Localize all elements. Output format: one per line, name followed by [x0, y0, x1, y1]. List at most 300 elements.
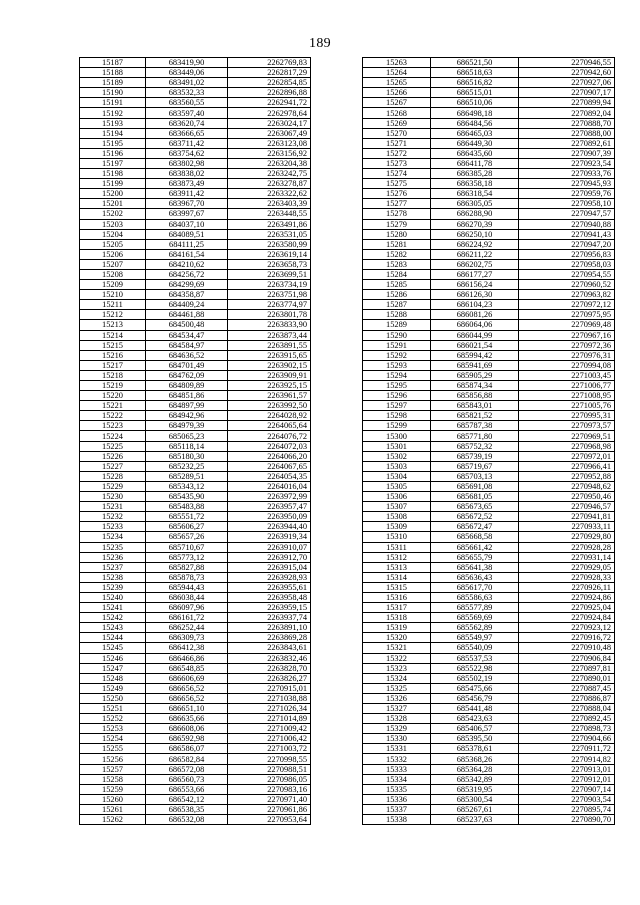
- point-number-cell: 15227: [80, 461, 146, 471]
- x-coordinate-cell: 685562,89: [431, 623, 519, 633]
- x-coordinate-cell: 686081,26: [431, 310, 519, 320]
- point-number-cell: 15210: [80, 290, 146, 300]
- x-coordinate-cell: 685118,14: [146, 441, 228, 451]
- table-row: [363, 532, 615, 542]
- table-row: [363, 764, 615, 774]
- table-row: [80, 179, 311, 189]
- table-row: [363, 582, 615, 592]
- x-coordinate-cell: 683620,74: [146, 118, 228, 128]
- x-coordinate-cell: 686252,44: [146, 623, 228, 633]
- table-row: [363, 724, 615, 734]
- x-coordinate-cell: 685406,57: [431, 724, 519, 734]
- point-number-cell: 15301: [363, 441, 431, 451]
- point-number-cell: 15307: [363, 502, 431, 512]
- y-coordinate-cell: 2270942,60: [519, 68, 615, 78]
- x-coordinate-cell: 685569,69: [431, 613, 519, 623]
- point-number-cell: 15272: [363, 148, 431, 158]
- point-number-cell: 15207: [80, 259, 146, 269]
- x-coordinate-cell: 684636,52: [146, 350, 228, 360]
- y-coordinate-cell: 2270910,48: [519, 643, 615, 653]
- table-row: [80, 350, 311, 360]
- y-coordinate-cell: 2263278,87: [228, 179, 311, 189]
- table-body-left: [80, 58, 311, 825]
- x-coordinate-cell: 685537,53: [431, 653, 519, 663]
- table-row: [363, 421, 615, 431]
- point-number-cell: 15335: [363, 784, 431, 794]
- y-coordinate-cell: 2263828,70: [228, 663, 311, 673]
- point-number-cell: 15258: [80, 774, 146, 784]
- table-row: [363, 158, 615, 168]
- table-row: [80, 138, 311, 148]
- table-row: [363, 370, 615, 380]
- x-coordinate-cell: 686449,30: [431, 138, 519, 148]
- y-coordinate-cell: 2270907,14: [519, 784, 615, 794]
- point-number-cell: 15262: [80, 815, 146, 825]
- x-coordinate-cell: 686498,18: [431, 108, 519, 118]
- y-coordinate-cell: 2263925,15: [228, 381, 311, 391]
- point-number-cell: 15275: [363, 179, 431, 189]
- table-row: [80, 603, 311, 613]
- point-number-cell: 15208: [80, 269, 146, 279]
- y-coordinate-cell: 2263832,46: [228, 653, 311, 663]
- y-coordinate-cell: 2263242,75: [228, 169, 311, 179]
- point-number-cell: 15211: [80, 300, 146, 310]
- point-number-cell: 15216: [80, 350, 146, 360]
- x-coordinate-cell: 684979,39: [146, 421, 228, 431]
- point-number-cell: 15209: [80, 280, 146, 290]
- y-coordinate-cell: 2270954,55: [519, 269, 615, 279]
- point-number-cell: 15320: [363, 633, 431, 643]
- point-number-cell: 15198: [80, 169, 146, 179]
- x-coordinate-cell: 684256,72: [146, 269, 228, 279]
- y-coordinate-cell: 2270892,45: [519, 714, 615, 724]
- y-coordinate-cell: 2270888,00: [519, 128, 615, 138]
- table-row: [363, 673, 615, 683]
- x-coordinate-cell: 683560,55: [146, 98, 228, 108]
- table-row: [80, 451, 311, 461]
- table-row: [363, 653, 615, 663]
- point-number-cell: 15273: [363, 158, 431, 168]
- x-coordinate-cell: 684358,87: [146, 290, 228, 300]
- table-row: [80, 643, 311, 653]
- y-coordinate-cell: 2271014,89: [228, 714, 311, 724]
- point-number-cell: 15244: [80, 633, 146, 643]
- y-coordinate-cell: 2270958,03: [519, 259, 615, 269]
- table-row: [80, 471, 311, 481]
- x-coordinate-cell: 684299,69: [146, 280, 228, 290]
- x-coordinate-cell: 685787,38: [431, 421, 519, 431]
- x-coordinate-cell: 686510,06: [431, 98, 519, 108]
- y-coordinate-cell: 2270973,57: [519, 421, 615, 431]
- point-number-cell: 15261: [80, 804, 146, 814]
- x-coordinate-cell: 685342,89: [431, 774, 519, 784]
- y-coordinate-cell: 2263950,09: [228, 512, 311, 522]
- y-coordinate-cell: 2263902,15: [228, 360, 311, 370]
- point-number-cell: 15219: [80, 381, 146, 391]
- table-row: [363, 199, 615, 209]
- table-row: [363, 512, 615, 522]
- point-number-cell: 15241: [80, 603, 146, 613]
- y-coordinate-cell: 2270972,01: [519, 451, 615, 461]
- coordinates-table-right: [362, 57, 615, 825]
- x-coordinate-cell: 685710,67: [146, 542, 228, 552]
- point-number-cell: 15212: [80, 310, 146, 320]
- table-row: [80, 572, 311, 582]
- table-row: [80, 623, 311, 633]
- x-coordinate-cell: 684701,49: [146, 360, 228, 370]
- x-coordinate-cell: 686656,52: [146, 683, 228, 693]
- point-number-cell: 15329: [363, 724, 431, 734]
- y-coordinate-cell: 2270890,70: [519, 815, 615, 825]
- table-row: [363, 461, 615, 471]
- x-coordinate-cell: 685874,34: [431, 381, 519, 391]
- table-row: [363, 350, 615, 360]
- point-number-cell: 15333: [363, 764, 431, 774]
- y-coordinate-cell: 2270946,55: [519, 58, 615, 68]
- x-coordinate-cell: 686177,27: [431, 269, 519, 279]
- y-coordinate-cell: 2270956,83: [519, 249, 615, 259]
- y-coordinate-cell: 2270890,01: [519, 673, 615, 683]
- y-coordinate-cell: 2263915,65: [228, 350, 311, 360]
- y-coordinate-cell: 2264076,72: [228, 431, 311, 441]
- point-number-cell: 15313: [363, 562, 431, 572]
- point-number-cell: 15316: [363, 592, 431, 602]
- table-row: [80, 148, 311, 158]
- y-coordinate-cell: 2270926,11: [519, 582, 615, 592]
- y-coordinate-cell: 2263873,44: [228, 330, 311, 340]
- y-coordinate-cell: 2263928,93: [228, 572, 311, 582]
- point-number-cell: 15200: [80, 189, 146, 199]
- table-row: [80, 259, 311, 269]
- point-number-cell: 15285: [363, 280, 431, 290]
- table-row: [80, 401, 311, 411]
- x-coordinate-cell: 685617,70: [431, 582, 519, 592]
- x-coordinate-cell: 685878,73: [146, 572, 228, 582]
- table-row: [363, 78, 615, 88]
- point-number-cell: 15197: [80, 158, 146, 168]
- y-coordinate-cell: 2270899,94: [519, 98, 615, 108]
- point-number-cell: 15309: [363, 522, 431, 532]
- x-coordinate-cell: 684210,62: [146, 259, 228, 269]
- point-number-cell: 15245: [80, 643, 146, 653]
- table-row: [363, 754, 615, 764]
- point-number-cell: 15188: [80, 68, 146, 78]
- point-number-cell: 15288: [363, 310, 431, 320]
- point-number-cell: 15196: [80, 148, 146, 158]
- table-row: [363, 108, 615, 118]
- table-row: [80, 481, 311, 491]
- x-coordinate-cell: 686318,54: [431, 189, 519, 199]
- y-coordinate-cell: 2270913,01: [519, 764, 615, 774]
- point-number-cell: 15314: [363, 572, 431, 582]
- table-row: [363, 431, 615, 441]
- y-coordinate-cell: 2263869,28: [228, 633, 311, 643]
- table-row: [363, 784, 615, 794]
- y-coordinate-cell: 2264066,20: [228, 451, 311, 461]
- point-number-cell: 15270: [363, 128, 431, 138]
- y-coordinate-cell: 2263699,51: [228, 269, 311, 279]
- point-number-cell: 15202: [80, 209, 146, 219]
- point-number-cell: 15297: [363, 401, 431, 411]
- table-row: [80, 512, 311, 522]
- x-coordinate-cell: 686538,35: [146, 804, 228, 814]
- y-coordinate-cell: 2270972,12: [519, 300, 615, 310]
- y-coordinate-cell: 2263959,15: [228, 603, 311, 613]
- table-row: [363, 68, 615, 78]
- table-row: [80, 794, 311, 804]
- point-number-cell: 15338: [363, 815, 431, 825]
- table-row: [363, 310, 615, 320]
- table-row: [80, 754, 311, 764]
- y-coordinate-cell: 2270933,76: [519, 169, 615, 179]
- y-coordinate-cell: 2264016,04: [228, 481, 311, 491]
- x-coordinate-cell: 686592,98: [146, 734, 228, 744]
- point-number-cell: 15328: [363, 714, 431, 724]
- y-coordinate-cell: 2270959,76: [519, 189, 615, 199]
- x-coordinate-cell: 685423,63: [431, 714, 519, 724]
- point-number-cell: 15293: [363, 360, 431, 370]
- x-coordinate-cell: 685821,52: [431, 411, 519, 421]
- y-coordinate-cell: 2263833,90: [228, 320, 311, 330]
- x-coordinate-cell: 685673,65: [431, 502, 519, 512]
- x-coordinate-cell: 683873,49: [146, 179, 228, 189]
- point-number-cell: 15195: [80, 138, 146, 148]
- y-coordinate-cell: 2270975,95: [519, 310, 615, 320]
- table-row: [363, 683, 615, 693]
- x-coordinate-cell: 683419,90: [146, 58, 228, 68]
- x-coordinate-cell: 683997,67: [146, 209, 228, 219]
- y-coordinate-cell: 2270925,04: [519, 603, 615, 613]
- table-row: [363, 249, 615, 259]
- table-row: [80, 663, 311, 673]
- point-number-cell: 15243: [80, 623, 146, 633]
- x-coordinate-cell: 685681,05: [431, 492, 519, 502]
- x-coordinate-cell: 686586,07: [146, 744, 228, 754]
- x-coordinate-cell: 686202,75: [431, 259, 519, 269]
- table-row: [363, 481, 615, 491]
- x-coordinate-cell: 685586,63: [431, 592, 519, 602]
- point-number-cell: 15203: [80, 219, 146, 229]
- table-row: [363, 148, 615, 158]
- x-coordinate-cell: 686548,85: [146, 663, 228, 673]
- point-number-cell: 15334: [363, 774, 431, 784]
- point-number-cell: 15205: [80, 239, 146, 249]
- y-coordinate-cell: 2270907,17: [519, 88, 615, 98]
- y-coordinate-cell: 2263156,92: [228, 148, 311, 158]
- table-row: [80, 542, 311, 552]
- point-number-cell: 15318: [363, 613, 431, 623]
- y-coordinate-cell: 2270948,62: [519, 481, 615, 491]
- y-coordinate-cell: 2263909,91: [228, 370, 311, 380]
- y-coordinate-cell: 2263891,55: [228, 340, 311, 350]
- point-number-cell: 15230: [80, 492, 146, 502]
- table-row: [363, 794, 615, 804]
- table-row: [80, 552, 311, 562]
- x-coordinate-cell: 686064,06: [431, 320, 519, 330]
- x-coordinate-cell: 686412,38: [146, 643, 228, 653]
- table-row: [80, 68, 311, 78]
- point-number-cell: 15249: [80, 683, 146, 693]
- x-coordinate-cell: 684762,09: [146, 370, 228, 380]
- y-coordinate-cell: 2270998,55: [228, 754, 311, 764]
- table-row: [80, 330, 311, 340]
- y-coordinate-cell: 2264067,65: [228, 461, 311, 471]
- table-row: [363, 714, 615, 724]
- x-coordinate-cell: 686104,23: [431, 300, 519, 310]
- point-number-cell: 15276: [363, 189, 431, 199]
- x-coordinate-cell: 685551,72: [146, 512, 228, 522]
- table-row: [363, 693, 615, 703]
- point-number-cell: 15228: [80, 471, 146, 481]
- point-number-cell: 15194: [80, 128, 146, 138]
- x-coordinate-cell: 686518,63: [431, 68, 519, 78]
- table-row: [363, 451, 615, 461]
- point-number-cell: 15199: [80, 179, 146, 189]
- point-number-cell: 15257: [80, 764, 146, 774]
- table-row: [80, 532, 311, 542]
- point-number-cell: 15254: [80, 734, 146, 744]
- point-number-cell: 15233: [80, 522, 146, 532]
- point-number-cell: 15223: [80, 421, 146, 431]
- point-number-cell: 15232: [80, 512, 146, 522]
- y-coordinate-cell: 2271026,34: [228, 704, 311, 714]
- x-coordinate-cell: 686521,50: [431, 58, 519, 68]
- point-number-cell: 15305: [363, 481, 431, 491]
- table-row: [80, 592, 311, 602]
- y-coordinate-cell: 2264054,35: [228, 471, 311, 481]
- table-row: [80, 815, 311, 825]
- point-number-cell: 15215: [80, 340, 146, 350]
- table-row: [363, 118, 615, 128]
- point-number-cell: 15225: [80, 441, 146, 451]
- y-coordinate-cell: 2271006,77: [519, 381, 615, 391]
- y-coordinate-cell: 2263619,14: [228, 249, 311, 259]
- point-number-cell: 15330: [363, 734, 431, 744]
- table-row: [80, 280, 311, 290]
- x-coordinate-cell: 686515,01: [431, 88, 519, 98]
- point-number-cell: 15278: [363, 209, 431, 219]
- y-coordinate-cell: 2270941,81: [519, 512, 615, 522]
- point-number-cell: 15239: [80, 582, 146, 592]
- point-number-cell: 15204: [80, 229, 146, 239]
- y-coordinate-cell: 2270969,51: [519, 431, 615, 441]
- point-number-cell: 15296: [363, 391, 431, 401]
- point-number-cell: 15255: [80, 744, 146, 754]
- table-row: [363, 471, 615, 481]
- y-coordinate-cell: 2270928,33: [519, 572, 615, 582]
- table-row: [80, 320, 311, 330]
- table-row: [80, 441, 311, 451]
- x-coordinate-cell: 686126,30: [431, 290, 519, 300]
- x-coordinate-cell: 685475,66: [431, 683, 519, 693]
- point-number-cell: 15325: [363, 683, 431, 693]
- point-number-cell: 15271: [363, 138, 431, 148]
- x-coordinate-cell: 686038,44: [146, 592, 228, 602]
- x-coordinate-cell: 684584,97: [146, 340, 228, 350]
- point-number-cell: 15236: [80, 552, 146, 562]
- y-coordinate-cell: 2270912,01: [519, 774, 615, 784]
- x-coordinate-cell: 685703,13: [431, 471, 519, 481]
- point-number-cell: 15189: [80, 78, 146, 88]
- x-coordinate-cell: 686572,08: [146, 764, 228, 774]
- y-coordinate-cell: 2262941,72: [228, 98, 311, 108]
- table-row: [363, 663, 615, 673]
- table-row: [80, 784, 311, 794]
- point-number-cell: 15302: [363, 451, 431, 461]
- y-coordinate-cell: 2270986,05: [228, 774, 311, 784]
- table-row: [363, 815, 615, 825]
- x-coordinate-cell: 685636,43: [431, 572, 519, 582]
- x-coordinate-cell: 686288,90: [431, 209, 519, 219]
- table-row: [80, 744, 311, 754]
- y-coordinate-cell: 2263491,86: [228, 219, 311, 229]
- x-coordinate-cell: 684161,54: [146, 249, 228, 259]
- point-number-cell: 15240: [80, 592, 146, 602]
- point-number-cell: 15229: [80, 481, 146, 491]
- y-coordinate-cell: 2262854,85: [228, 78, 311, 88]
- y-coordinate-cell: 2270971,40: [228, 794, 311, 804]
- point-number-cell: 15299: [363, 421, 431, 431]
- y-coordinate-cell: 2270914,82: [519, 754, 615, 764]
- table-row: [80, 633, 311, 643]
- table-row: [363, 98, 615, 108]
- y-coordinate-cell: 2270972,36: [519, 340, 615, 350]
- x-coordinate-cell: 685672,47: [431, 522, 519, 532]
- y-coordinate-cell: 2270895,74: [519, 804, 615, 814]
- table-row: [363, 492, 615, 502]
- y-coordinate-cell: 2263531,05: [228, 229, 311, 239]
- table-row: [80, 381, 311, 391]
- x-coordinate-cell: 686309,73: [146, 633, 228, 643]
- point-number-cell: 15224: [80, 431, 146, 441]
- y-coordinate-cell: 2264028,92: [228, 411, 311, 421]
- y-coordinate-cell: 2270904,66: [519, 734, 615, 744]
- x-coordinate-cell: 684409,24: [146, 300, 228, 310]
- x-coordinate-cell: 685180,30: [146, 451, 228, 461]
- table-row: [80, 653, 311, 663]
- y-coordinate-cell: 2271006,42: [228, 734, 311, 744]
- y-coordinate-cell: 2270946,57: [519, 502, 615, 512]
- point-number-cell: 15319: [363, 623, 431, 633]
- table-row: [363, 774, 615, 784]
- y-coordinate-cell: 2263843,61: [228, 643, 311, 653]
- point-number-cell: 15263: [363, 58, 431, 68]
- table-row: [80, 673, 311, 683]
- x-coordinate-cell: 686542,12: [146, 794, 228, 804]
- y-coordinate-cell: 2263992,50: [228, 401, 311, 411]
- x-coordinate-cell: 686021,54: [431, 340, 519, 350]
- x-coordinate-cell: 685364,28: [431, 764, 519, 774]
- x-coordinate-cell: 684111,25: [146, 239, 228, 249]
- table-row: [80, 249, 311, 259]
- table-row: [363, 269, 615, 279]
- point-number-cell: 15327: [363, 704, 431, 714]
- y-coordinate-cell: 2270898,73: [519, 724, 615, 734]
- table-row: [363, 804, 615, 814]
- table-row: [363, 603, 615, 613]
- x-coordinate-cell: 685672,52: [431, 512, 519, 522]
- y-coordinate-cell: 2270916,72: [519, 633, 615, 643]
- point-number-cell: 15187: [80, 58, 146, 68]
- table-row: [80, 269, 311, 279]
- table-row: [363, 441, 615, 451]
- y-coordinate-cell: 2263801,78: [228, 310, 311, 320]
- y-coordinate-cell: 2270941,43: [519, 229, 615, 239]
- table-row: [80, 693, 311, 703]
- x-coordinate-cell: 685441,48: [431, 704, 519, 714]
- x-coordinate-cell: 686270,39: [431, 219, 519, 229]
- x-coordinate-cell: 684461,88: [146, 310, 228, 320]
